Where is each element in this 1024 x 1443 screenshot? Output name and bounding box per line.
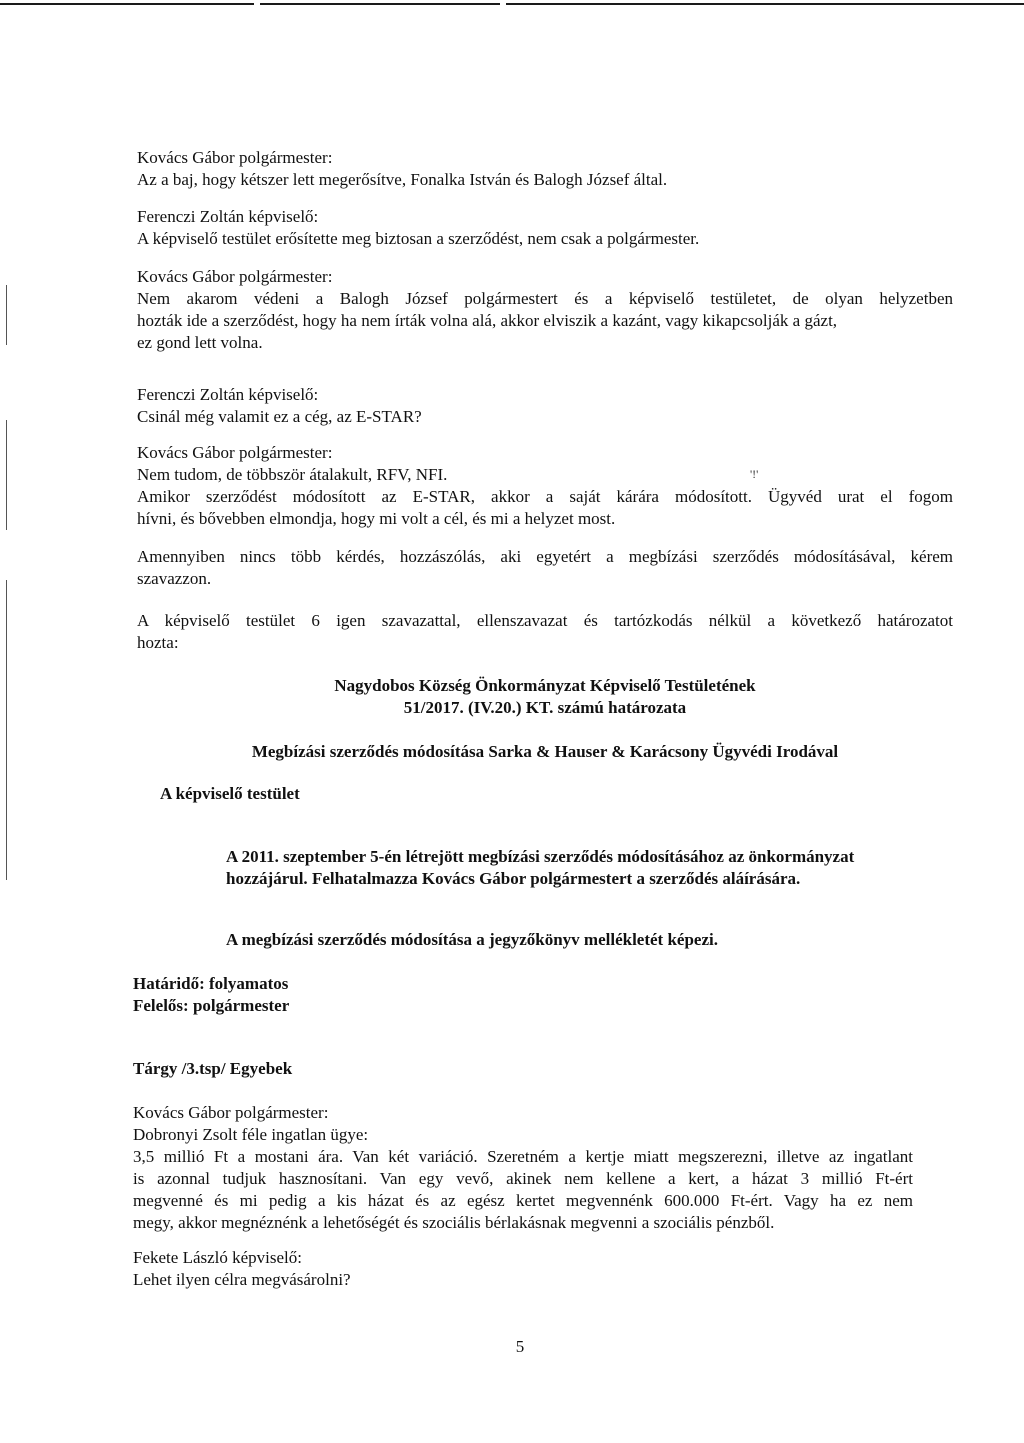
paragraph-line: hozta:: [137, 633, 179, 652]
speech-line: Az a baj, hogy kétszer lett megerősítve, Fonalka István és Balogh József által.: [137, 170, 668, 189]
speaker-label: Kovács Gábor polgármester:: [137, 267, 333, 286]
resolution-text: [226, 846, 896, 890]
speech-block: [137, 206, 953, 250]
speaker-label: Kovács Gábor polgármester:: [133, 1103, 329, 1122]
speech-line: is azonnal tudjuk hasznosítani. Van egy vevő, akinek nem kellene a kert, a házat 3 millió Ft-ért: [133, 1169, 913, 1188]
speech-line: 3,5 millió Ft a mostani ára. Van két variáció. Szeretném a kertje miatt megszerezni, illetve az ingatlant: [133, 1147, 913, 1166]
speech-block: [137, 384, 953, 428]
page-number: 5: [515, 1337, 525, 1356]
stray-mark: '!': [750, 467, 759, 481]
paragraph: [137, 546, 953, 590]
paragraph: [137, 610, 953, 654]
resolution-line: önkormányzat hozzájárul.: [226, 847, 855, 888]
resolution-line: Felhatalmazza Kovács Gábor polgármestert a szerződés aláírására.: [311, 869, 801, 888]
scan-edge-mark: [6, 420, 7, 530]
resolution-body-label: A képviselő testület: [160, 784, 300, 803]
speech-line: megy, akkor megnéznénk a lehetőségét és szociális bérlakásnak megvenni a szociális pénzből.: [133, 1213, 775, 1232]
resolution-number: 51/2017. (IV.20.) KT. számú határozata: [403, 698, 687, 717]
speech-block: [137, 266, 953, 354]
resolution-line: A 2011. szeptember 5-én létrejött megbízási szerződés módosításához az: [226, 847, 745, 866]
speech-line: megvenné és mi pedig a kis házat és az egész kertet megvennénk 600.000 Ft-ért. Vagy ha ez nem: [133, 1191, 913, 1210]
speech-line: A képviselő testület erősítette meg biztosan a szerződést, nem csak a polgármester.: [137, 229, 700, 248]
speech-block: [137, 442, 953, 530]
speech-line: hozták ide a szerződést, hogy ha nem írták volna alá, akkor elviszik a kazánt, vagy kikapcsolják a gázt,: [137, 311, 838, 330]
speech-line: Nem akarom védeni a Balogh József polgármestert és a képviselő testületet, de olyan helyzetben: [137, 289, 953, 308]
resolution-annex-note: A megbízási szerződés módosítása a jegyzőkönyv mellékletét képezi.: [226, 930, 718, 949]
deadline: Határidő: folyamatos: [133, 974, 289, 993]
speech-line: Lehet ilyen célra megvásárolni?: [133, 1270, 351, 1289]
speaker-label: Kovács Gábor polgármester:: [137, 148, 333, 167]
scan-edge-mark: [6, 285, 7, 345]
agenda-item: Tárgy /3.tsp/ Egyebek: [133, 1059, 293, 1078]
paragraph-line: Amennyiben nincs több kérdés, hozzászólás, aki egyetért a megbízási szerződés módosításával, kérem: [137, 547, 953, 566]
speech-line: ez gond lett volna.: [137, 333, 263, 352]
speaker-label: Ferenczi Zoltán képviselő:: [137, 207, 319, 226]
resolution-footer: [133, 973, 913, 1017]
resolution-subject: Megbízási szerződés módosítása Sarka & Hauser & Karácsony Ügyvédi Irodával: [251, 742, 839, 761]
scan-edge-mark: [6, 580, 7, 880]
speech-line: hívni, és bővebben elmondja, hogy mi volt a cél, és mi a helyzet most.: [137, 509, 616, 528]
speaker-label: Kovács Gábor polgármester:: [137, 443, 333, 462]
responsible: Felelős: polgármester: [133, 996, 290, 1015]
paragraph-line: szavazzon.: [137, 569, 212, 588]
speaker-label: Fekete László képviselő:: [133, 1248, 303, 1267]
speaker-label: Ferenczi Zoltán képviselő:: [137, 385, 319, 404]
speech-line: Amikor szerződést módosított az E-STAR, akkor a saját kárára módosított. Ügyvéd urat el fogom: [137, 487, 953, 506]
speech-line: Dobronyi Zsolt féle ingatlan ügye:: [133, 1125, 369, 1144]
speech-line: Nem tudom, de többször átalakult, RFV, NFI.: [137, 465, 448, 484]
resolution-heading: Nagydobos Község Önkormányzat Képviselő Testületének: [334, 676, 756, 695]
speech-line: Csinál még valamit ez a cég, az E-STAR?: [137, 407, 422, 426]
speech-block: [133, 1102, 913, 1234]
scan-top-border: [0, 0, 1024, 6]
speech-block: [137, 147, 953, 191]
paragraph-line: A képviselő testület 6 igen szavazattal, ellenszavazat és tartózkodás nélkül a következő határozatot: [137, 611, 953, 630]
speech-block: [133, 1247, 913, 1291]
